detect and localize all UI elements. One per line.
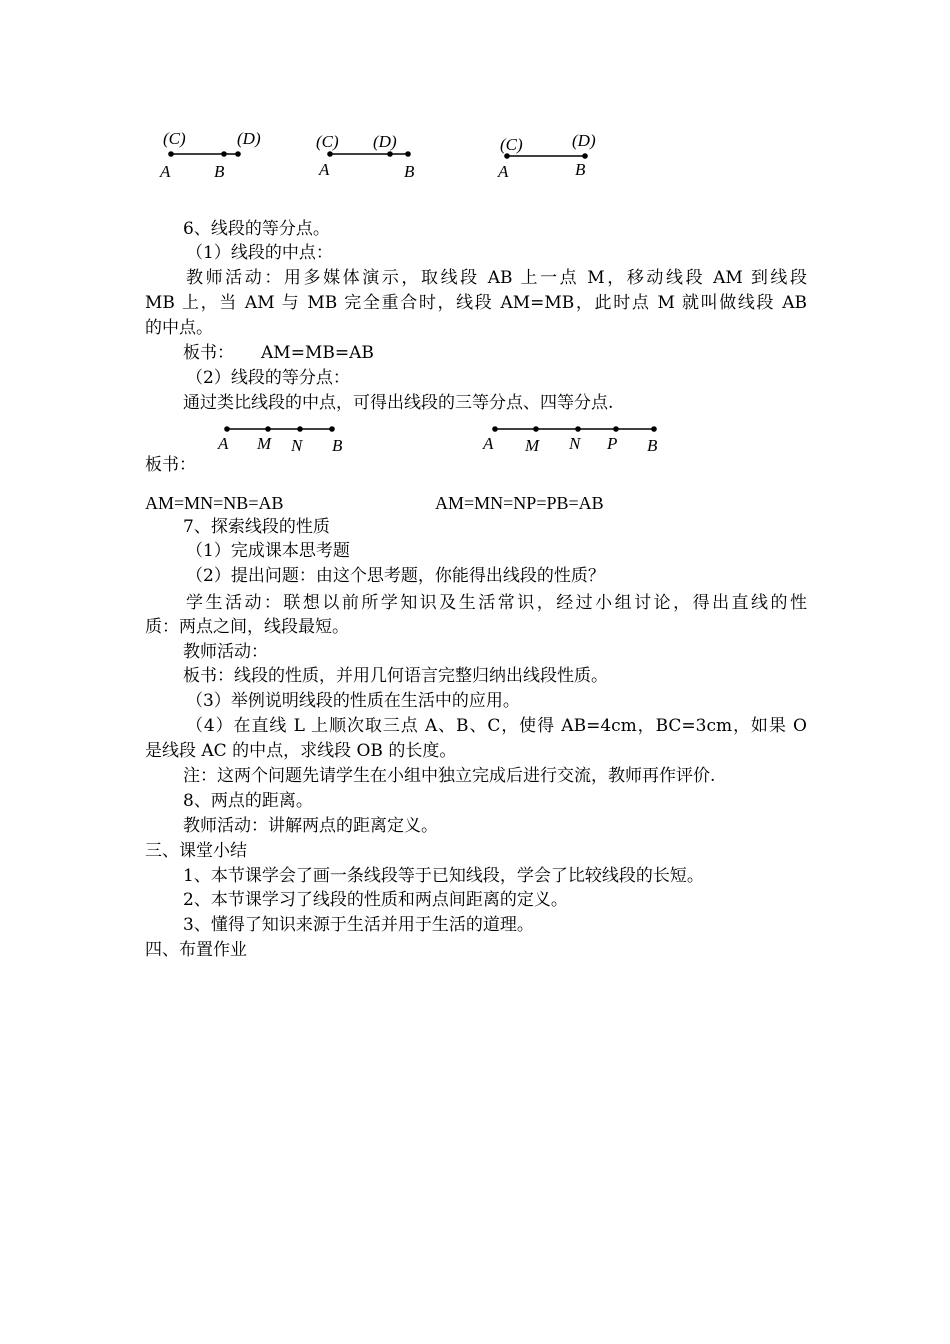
subsection-midpoint: （1）线段的中点： [186,243,333,263]
label-n: N [569,434,581,453]
diagram-quadrisection [482,426,658,455]
label-c: (C) [316,132,339,151]
point-n [575,426,581,432]
homework-heading: 四、布置作业 [145,940,247,960]
label-b: B [647,436,658,455]
question-1: （1）完成课本思考题 [186,541,350,561]
note: 注：这两个问题先请学生在小组中独立完成后进行交流，教师再作评价. [183,766,716,786]
label-b: B [332,436,343,455]
board-property: 板书：线段的性质，并用几何语言完整归纳出线段性质。 [183,666,608,686]
label-m: M [525,436,540,455]
section-6-title: 6、线段的等分点。 [183,219,330,239]
teacher-activity: 教师活动： [183,642,268,662]
diagram-compare-1 [159,129,261,181]
summary-item-1: 1、本节课学会了画一条线段等于已知线段，学会了比较线段的长短。 [183,866,704,886]
section-8-title: 8、两点的距离。 [183,791,313,811]
point-d [235,151,241,157]
label-c: (C) [163,129,186,148]
point-a [504,153,510,159]
point-a [224,426,230,432]
point-d [387,151,393,157]
diagram-trisection [217,426,343,455]
point-b [221,151,227,157]
label-a: A [218,434,229,453]
label-n: N [291,436,303,455]
point-b [329,426,335,432]
point-a [327,151,333,157]
label-d: (D) [572,131,596,150]
student-activity-line1: 学生活动：联想以前所学知识及生活常识，经过小组讨论，得出直线的性 [186,593,807,613]
subsection-equal-points: （2）线段的等分点： [186,368,350,388]
student-activity-line2: 质：两点之间，线段最短。 [145,617,349,637]
analogy-text: 通过类比线段的中点，可得出线段的三等分点、四等分点. [183,393,614,413]
point-n [297,426,303,432]
summary-item-2: 2、本节课学习了线段的性质和两点间距离的定义。 [183,890,568,910]
label-a: A [319,160,330,179]
point-m [265,426,271,432]
board-midpoint: 板书： AM=MB=AB [183,343,374,363]
teacher-activity-line3: 的中点。 [145,318,213,338]
point-b [582,153,588,159]
label-d: (D) [373,132,397,151]
label-m: M [257,434,272,453]
label-b: B [404,162,415,181]
label-p: P [607,434,618,453]
point-b [651,426,657,432]
diagram-compare-2 [316,132,415,181]
question-3: （3）举例说明线段的性质在生活中的应用。 [186,691,520,711]
label-a: A [160,162,171,181]
label-b: B [575,160,586,179]
label-a: A [483,434,494,453]
point-m [533,426,539,432]
teacher-activity-distance: 教师活动：讲解两点的距离定义。 [183,816,438,836]
question-2: （2）提出问题：由这个思考题，你能得出线段的性质？ [186,566,605,586]
section-7-title: 7、探索线段的性质 [183,517,330,537]
point-a [168,151,174,157]
equation-quadrisection: AM=MN=NP=PB=AB [435,493,604,513]
equation-trisection: AM=MN=NB=AB [145,493,284,513]
diagram-compare-3 [497,131,596,181]
board-label: 板书： [145,455,196,475]
teacher-activity-line2: MB 上，当 AM 与 MB 完全重合时，线段 AM=MB，此时点 M 就叫做线段 AB [145,293,807,313]
label-d: (D) [237,129,261,148]
label-b: B [214,162,225,181]
question-4-line1: （4）在直线 L 上顺次取三点 A、B、C，使得 AB=4cm，BC=3cm，如果 O [186,716,807,736]
point-p [613,426,619,432]
summary-heading: 三、课堂小结 [145,841,247,861]
summary-item-3: 3、懂得了知识来源于生活并用于生活的道理。 [183,915,534,935]
point-b [405,151,411,157]
label-c: (C) [500,135,523,154]
teacher-activity-line1: 教师活动：用多媒体演示，取线段 AB 上一点 M，移动线段 AM 到线段 [186,268,807,288]
point-a [492,426,498,432]
question-4-line2: 是线段 AC 的中点，求线段 OB 的长度。 [145,741,457,761]
label-a: A [498,162,509,181]
